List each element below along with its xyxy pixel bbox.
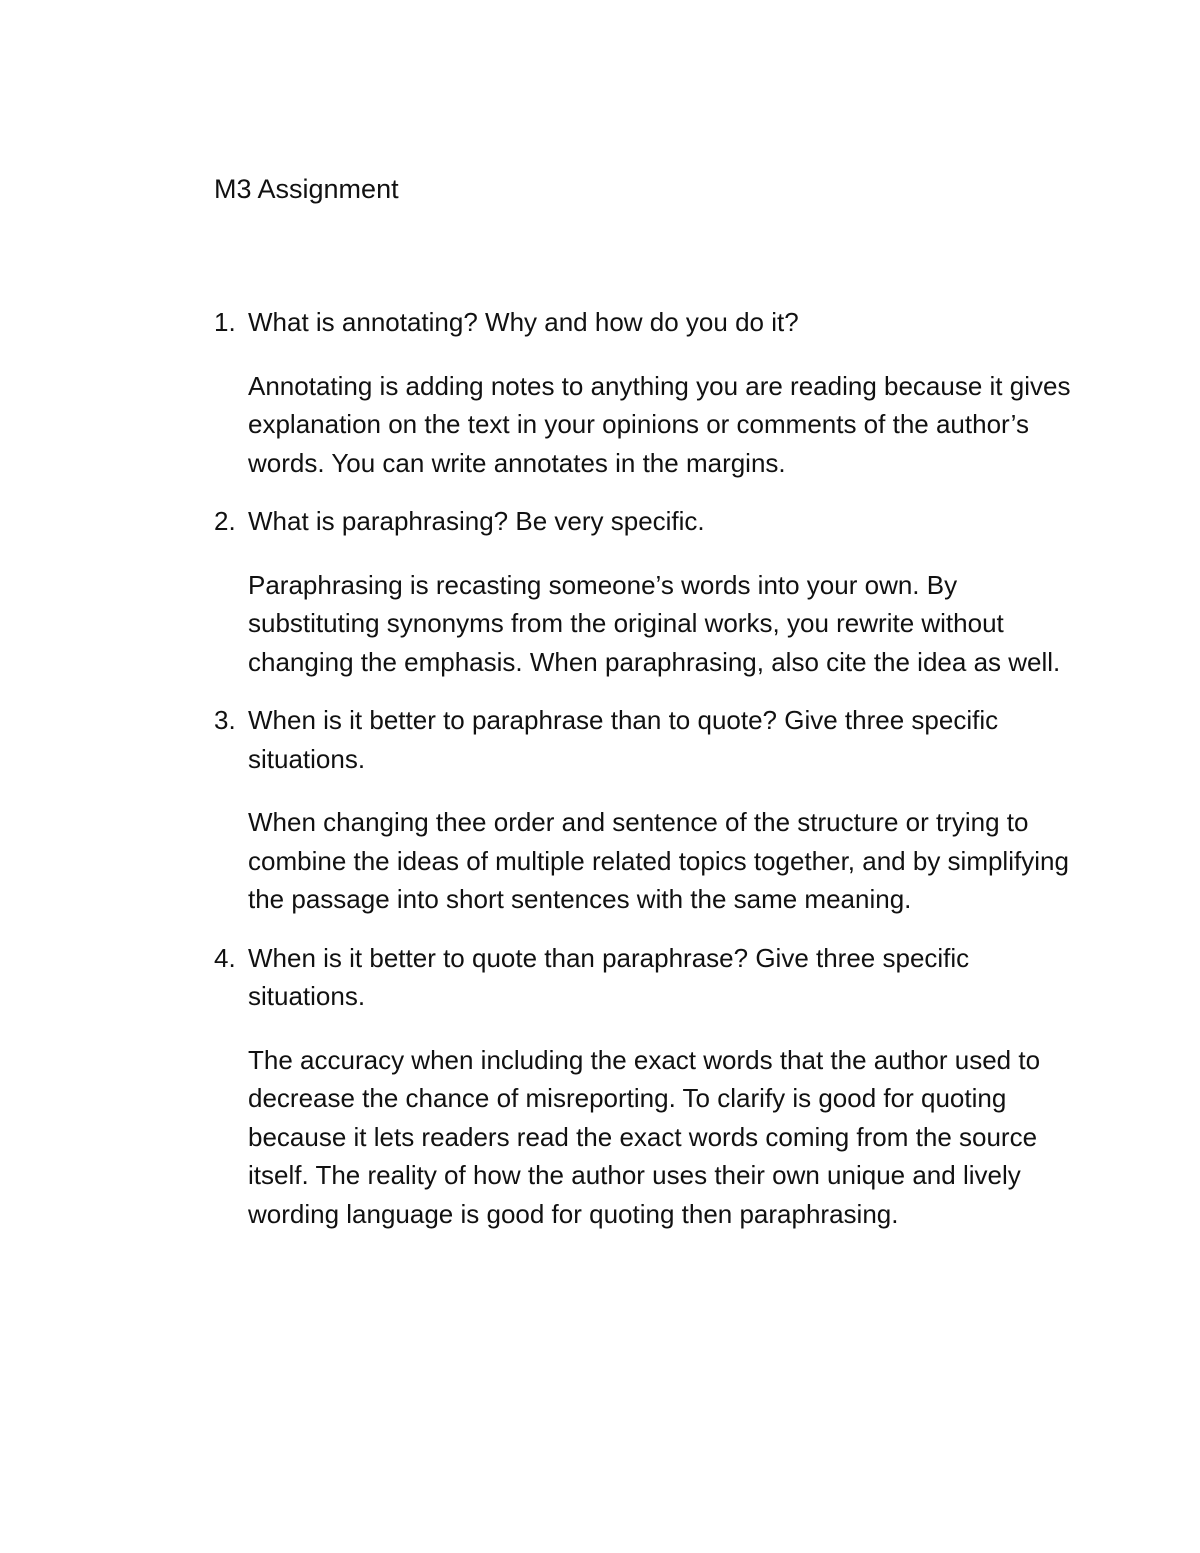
question-list [214,303,1074,1253]
question-text: What is annotating? Why and how do you do it? [248,307,799,337]
question-number: 4. [214,942,236,973]
question-item-4 [214,939,1074,1234]
question-number: 1. [214,307,236,337]
question-text: When is it better to paraphrase than to quote? Give three specific situations. [248,705,999,774]
document-title: M3 Assignment [214,174,399,204]
question-text: When is it better to quote than paraphrase? Give three specific situations. [248,942,970,1011]
question-item-2 [214,502,1074,681]
answer-text: The accuracy when including the exact words that the author used to decrease the chance of misreporting. To clarify is good for quoting because it lets readers read the exact words coming from the source itself. The reality of how the author uses their own unique and lively wording language is good for quoting then paraphrasing. [248,1044,1041,1229]
answer-text: When changing thee order and sentence of the structure or trying to combine the ideas of multiple related topics together, and by simplifying the passage into short sentences with the same meaning. [248,807,1069,914]
question-item-1 [214,303,1074,482]
question-number: 3. [214,705,236,735]
answer-text: Paraphrasing is recasting someone’s words into your own. By substituting synonyms from the original works, you rewrite without changing the emphasis. When paraphrasing, also cite the idea as well. [248,569,1061,677]
question-number: 2. [214,506,236,536]
question-item-3 [214,701,1074,919]
answer-text: Annotating is adding notes to anything you are reading because it gives explanation on the text in your opinions or comments of the author’s words. You can write annotates in the margins. [248,370,1071,478]
question-text: What is paraphrasing? Be very specific. [248,506,705,536]
